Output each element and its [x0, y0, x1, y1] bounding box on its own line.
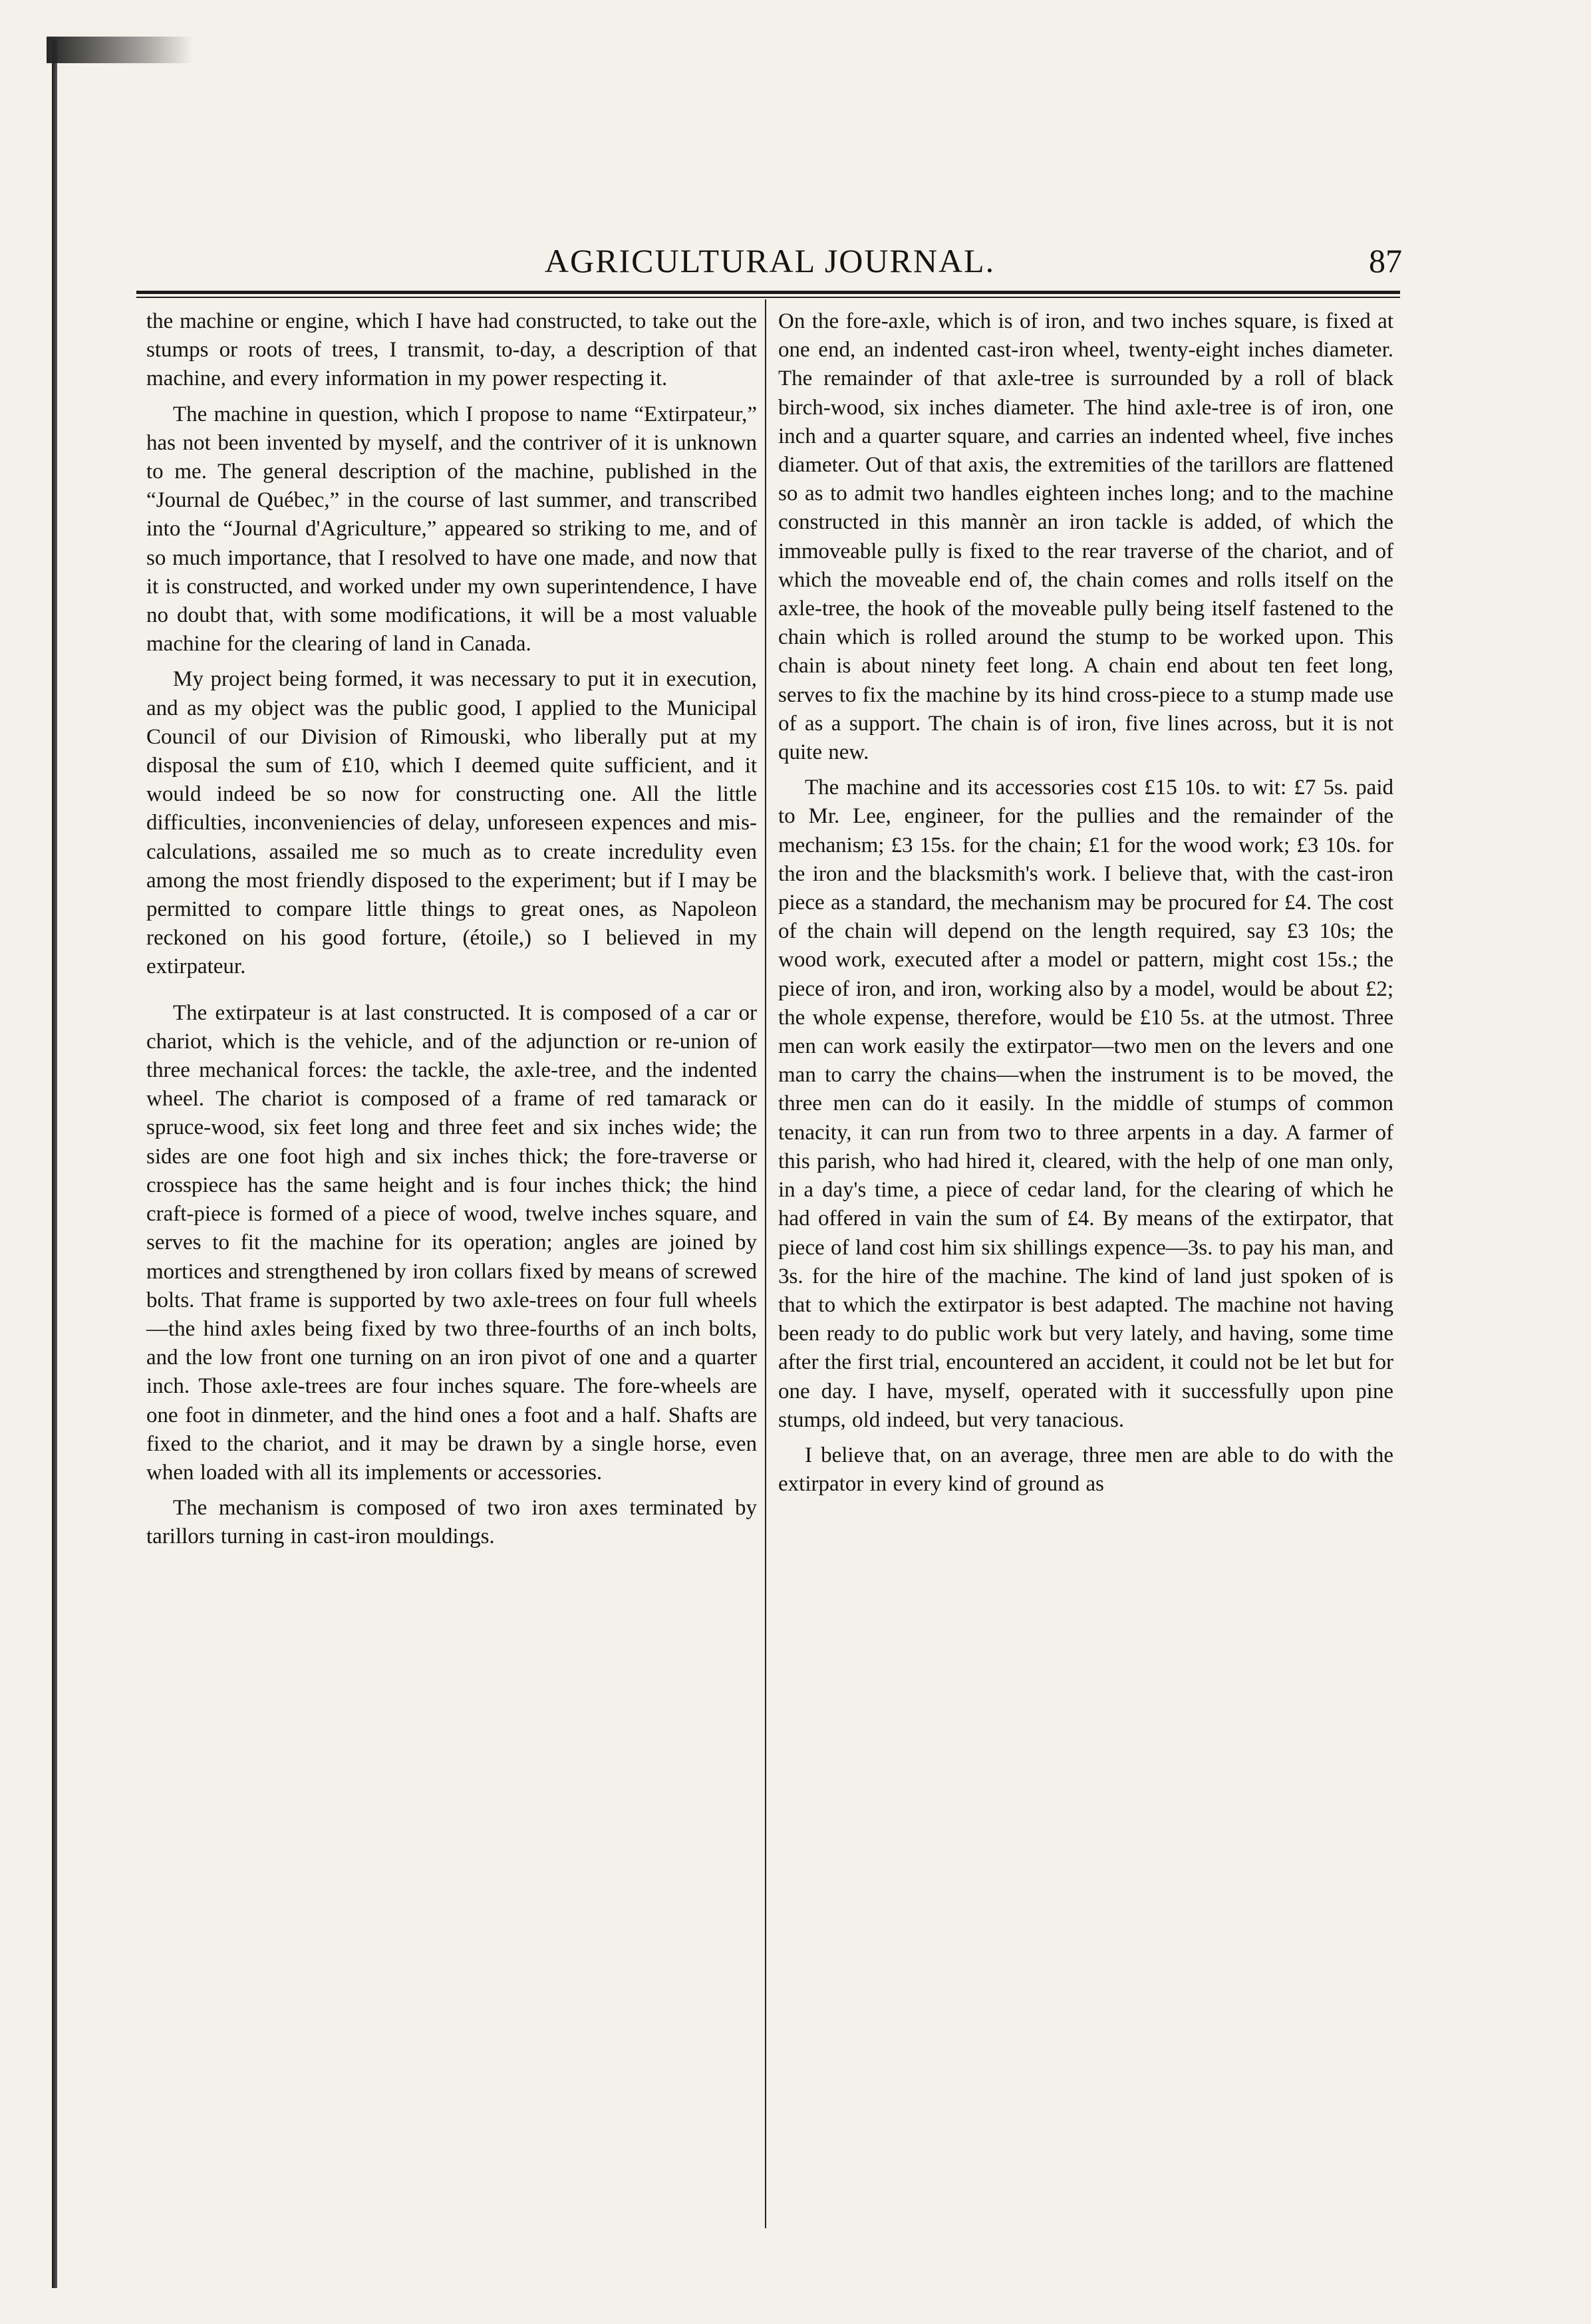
paragraph: I believe that, on an average, three men are able to do with the extirpator in every kind of ground as: [778, 1443, 1393, 1497]
header-rule: [136, 291, 1400, 294]
right-column: [778, 307, 1393, 1499]
paragraph: The extirpateur is at last constructed. It is composed of a car or chariot, which is the vehicle, and of the adjunction or re-union of three mechanical forces: the tackle, the axle-tree, and the indented wheel. The chariot is composed of a frame of red tamarack or spruce-wood, six feet long and three feet and six inches wide; the sides are one foot high and six inches thick; the fore-traverse or crosspiece has the same height and is four inches thick; the hind craft-piece is formed of a piece of wood, twelve inches square, and serves to fit the machine for its operation; angles are joined by mortices and strengthened by iron collars fixed by means of screwed bolts. That frame is supported by two axle-trees on four full wheels—the hind axles being fixed by two three-fourths of an inch bolts, and the low front one turning on an iron pivot of one and a quarter inch. Those axle-trees are four inches square. The fore-wheels are one foot in dinmeter, and the hind ones a foot and a half. Shafts are fixed to the chariot, and it may be drawn by a single horse, even when loaded with all its implements or accessories.: [146, 1000, 757, 1485]
paragraph: The mechanism is composed of two iron axes terminated by tarillors turning in cast-iron mouldings.: [146, 1496, 757, 1549]
binding-shadow: [47, 37, 193, 63]
paragraph: The machine in question, which I propose to name “Extirpateur,” has not been invented by myself, and the contriver of it is unknown to me. The general description of the machine, published in the “Journal de Québec,” in the course of last summer, and transcribed into the “Journal d'Agriculture,” appeared so striking to me, and of so much importance, that I resolved to have one made, and now that it is constructed, and worked under my own superintendence, I have no doubt that, with some modifications, it will be a most valuable machine for the clearing of land in Canada.: [146, 402, 757, 656]
paragraph: My project being formed, it was necessary to put it in execution, and as my object was the public good, I applied to the Municipal Council of our Division of Rimouski, who liberally put at my disposal the sum of £10, which I deemed quite sufficient, and it would indeed be so now for constructing one. All the little difficulties, inconveniencies of delay, unforeseen expences and mis-calculations, assailed me so much as to create incredulity even among the most friendly disposed to the experiment; but if I may be permitted to compare little things to great ones, as Napoleon reckoned on his good forture, (étoile,) so I believed in my extirpateur.: [146, 667, 757, 979]
paragraph: the machine or engine, which I have had constructed, to take out the stumps or roots of trees, I transmit, to-day, a description of that machine, and every information in my power respecting it.: [146, 309, 757, 391]
page-header: [136, 236, 1403, 296]
paragraph: The machine and its accessories cost £15 10s. to wit: £7 5s. paid to Mr. Lee, engineer, for the pullies and the remainder of the mechanism; £3 15s. for the chain; £1 for the wood work; £3 10s. for the iron and the blacksmith's work. I believe that, with the cast-iron piece as a standard, the mechanism may be procured for £4. The cost of the chain will depend on the length required, say £3 10s; the wood work, executed after a model or pattern, might cost 15s.; the piece of iron, and iron, working also by a model, would be about £2; the whole expense, therefore, would be £10 5s. at the utmost. Three men can work easily the extirpator—two men on the levers and one man to carry the chains—when the instrument is to be moved, the three men can do it easily. In the middle of stumps of common tenacity, it can run from two to three arpents in a day. A farmer of this parish, who had hired it, cleared, with the help of one man only, in a day's time, a piece of cedar land, for the clearing of which he had offered in vain the sum of £4. By means of the extirpator, that piece of land cost him six shillings expence—3s. to pay his man, and 3s. for the hire of the machine. The kind of land just spoken of is that to which the extirpator is best adapted. The machine not having been ready to do public work but very lately, and having, some time after the first trial, encountered an accident, it could not be let but for one day. I have, myself, operated with it successfully upon pine stumps, old indeed, but very tanacious.: [778, 776, 1393, 1432]
header-rule-thin: [136, 297, 1400, 298]
binding-edge: [52, 40, 57, 2288]
left-column: [146, 307, 757, 1552]
page-number: 87: [1369, 242, 1402, 279]
column-divider: [765, 299, 766, 2228]
paragraph: On the fore-axle, which is of iron, and two inches square, is fixed at one end, an indented cast-iron wheel, twenty-eight inches diameter. The remainder of that axle-tree is surrounded by a roll of black birch-wood, six inches diameter. The hind axle-tree is of iron, one inch and a quarter square, and carries an indented wheel, five inches diameter. Out of that axis, the extremities of the tarillors are flattened so as to admit two handles eighteen inches long; and to the machine constructed in this mannèr an iron tackle is added, of which the immoveable pully is fixed to the rear traverse of the chariot, and of which the moveable end of, the chain comes and rolls itself on the axle-tree, the hook of the moveable pully being itself fastened to the chain which is rolled around the stump to be worked upon. This chain is about ninety feet long. A chain end about ten feet long, serves to fix the machine by its hind cross-piece to a stump made use of as a support. The chain is of iron, five lines across, but it is not quite new.: [778, 309, 1393, 765]
running-title: AGRICULTURAL JOURNAL.: [544, 242, 996, 279]
